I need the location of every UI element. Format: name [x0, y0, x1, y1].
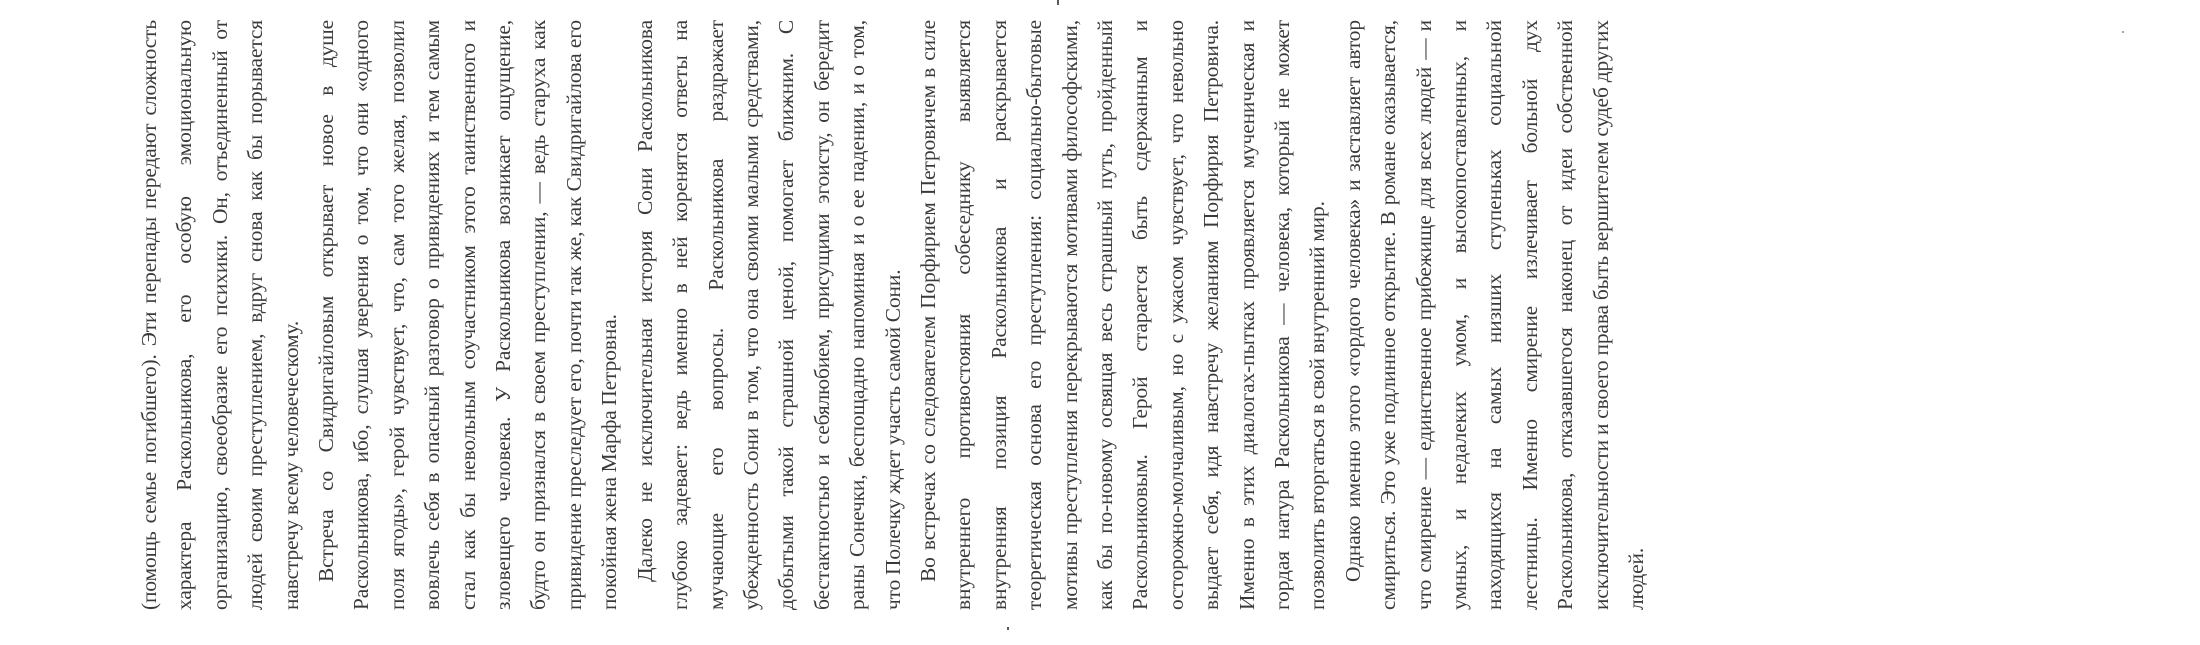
paragraph-3: Далеко не исключительная история Сони Раскольникова глубоко задевает: ведь именно в ней коренятся ответы на мучающие его вопросы. Раскольникова раздражает убежденность Сони в том, что она своими малыми средствами, добытыми такой страшной ценой, помогает ближним. С бестактностью и себялюбием, присущими эгоисту, он бередит раны Сонечки, беспощадно напоминая и о ее падении, и о том, что Полечку ждет участь самой Сони. — [632, 20, 905, 610]
paragraph-1: (помощь семье погибшего). Эти перепады передают сложность характера Раскольникова, его особую эмоциональную организацию, своеобразие его психики. Он, отъединенный от людей своим преступлением, вдруг снова как бы порывается навстречу всему человеческому. — [137, 20, 303, 610]
rotated-text-column — [132, 20, 1654, 610]
paragraph-5: Однако именно этого «гордого человека» и заставляет автор смириться. Это уже подлинное открытие. В романе оказывается, что смирение — единственное прибежище для всех людей — и умных, и недалеких умом, и высокопоставленных, и находящихся на самых низших ступеньках социальной лестницы. Именно смирение излечивает больной дух Раскольникова, отказавшегося наконец от идеи собственной исключительности и своего права быть вершителем судеб других людей. — [1340, 20, 1649, 610]
scan-speck — [1007, 627, 1009, 630]
scan-speck — [2122, 31, 2124, 33]
paragraph-4: Во встречах со следователем Порфирием Петровичем в силе внутреннего противостояния собеседнику выявляется внутренняя позиция Раскольникова и раскрывается теоретическая основа его преступления: социально-бытовые мотивы преступления перекрываются мотивами философскими, как бы по-новому освящая весь страшный путь, пройденный Раскольниковым. Герой старается быть сдержанным и осторожно-молчаливым, но с ужасом чувствует, что невольно выдает себя, идя навстречу желаниям Порфирия Петровича. Именно в этих диалогах-пытках проявляется мученическая и гордая натура Раскольникова — человека, который не может позволить вторгаться в свой внутренний мир. — [915, 20, 1330, 610]
paragraph-2: Встреча со Свидригайловым открывает новое в душе Раскольникова, ибо, слушая уверения о том, что они «одного поля ягоды», герой чувствует, что, сам того желая, позволил вовлечь себя в опасный разговор о привидениях и тем самым стал как бы невольным соучастником этого таинственного и зловещего человека. У Раскольникова возникает ощущение, будто он признался в своем преступлении, — ведь старуха как привидение преследует его, почти так же, как Свидригайлова его покойная жена Марфа Петровна. — [314, 20, 622, 610]
scan-speck — [1057, 0, 1059, 5]
